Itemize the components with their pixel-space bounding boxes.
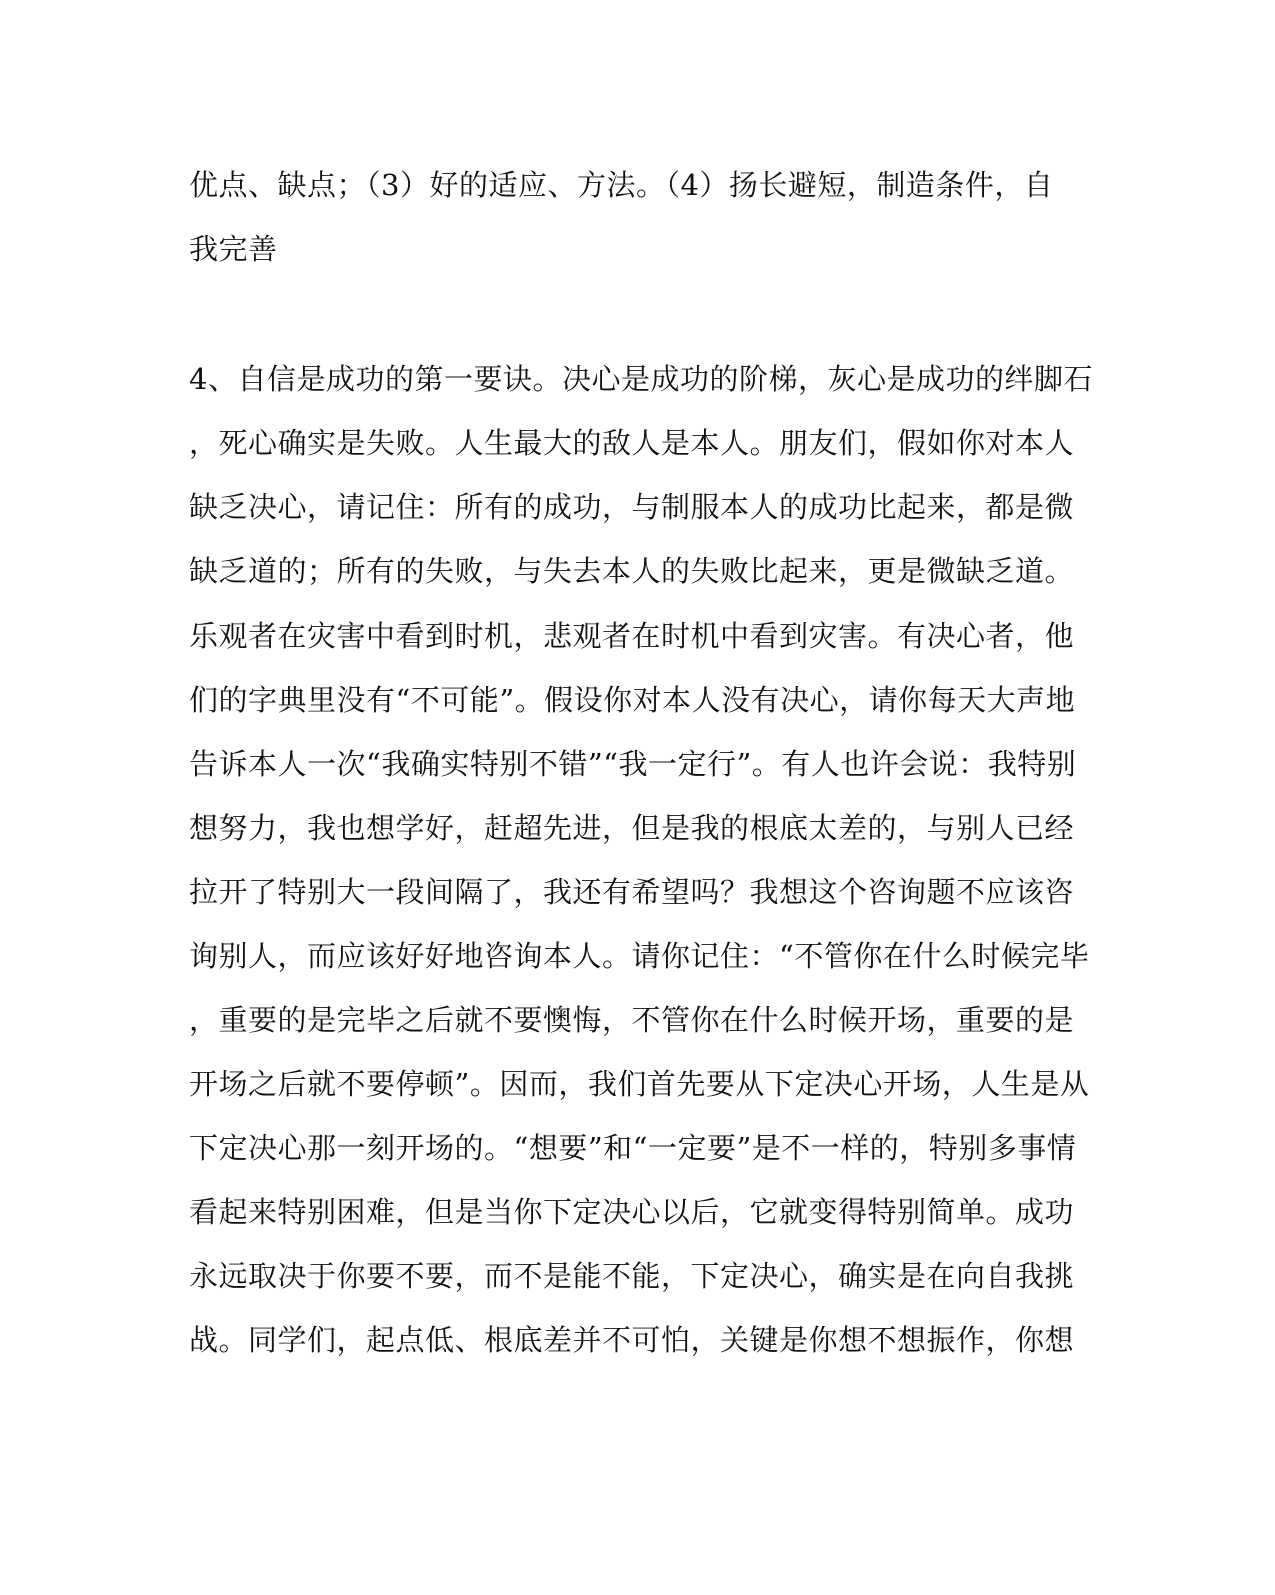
text-line: 拉开了特别大一段间隔了，我还有希望吗？我想这个咨询题不应该咨	[189, 875, 1075, 909]
text-line: 优点、缺点；（3）好的适应、方法。（4）扬长避短，制造条件，自	[189, 168, 1054, 202]
text-line: 告诉本人一次“我确实特别不错”“我一定行”。有人也许会说：我特别	[189, 747, 1077, 781]
text-line: 乐观者在灾害中看到时机，悲观者在时机中看到灾害。有决心者，他	[189, 619, 1075, 653]
text-line: 我完善	[189, 232, 278, 266]
text-line: ，重要的是完毕之后就不要懊悔，不管你在什么时候开场，重要的是	[189, 1003, 1075, 1037]
text-line: ，死心确实是失败。人生最大的敌人是本人。朋友们，假如你对本人	[189, 426, 1075, 460]
text-line: 下定决心那一刻开场的。“想要”和“一定要”是不一样的，特别多事情	[189, 1131, 1077, 1165]
text-line: 询别人，而应该好好地咨询本人。请你记住：“不管你在什么时候完毕	[189, 939, 1090, 973]
text-line: 4、自信是成功的第一要诀。决心是成功的阶梯，灰心是成功的绊脚石	[189, 362, 1093, 396]
text-line: 战。同学们，起点低、根底差并不可怕，关键是你想不想振作，你想	[189, 1323, 1075, 1357]
text-line: 看起来特别困难，但是当你下定决心以后，它就变得特别简单。成功	[189, 1195, 1075, 1229]
text-line: 永远取决于你要不要，而不是能不能，下定决心，确实是在向自我挑	[189, 1259, 1075, 1293]
text-line: 们的字典里没有“不可能”。假设你对本人没有决心，请你每天大声地	[189, 683, 1076, 717]
text-line: 缺乏道的；所有的失败，与失去本人的失败比起来，更是微缺乏道。	[189, 554, 1075, 588]
text-line: 开场之后就不要停顿”。因而，我们首先要从下定决心开场，人生是从	[189, 1067, 1090, 1101]
text-line: 想努力，我也想学好，赶超先进，但是我的根底太差的，与别人已经	[189, 811, 1075, 845]
text-line: 缺乏决心，请记住：所有的成功，与制服本人的成功比起来，都是微	[189, 490, 1075, 524]
